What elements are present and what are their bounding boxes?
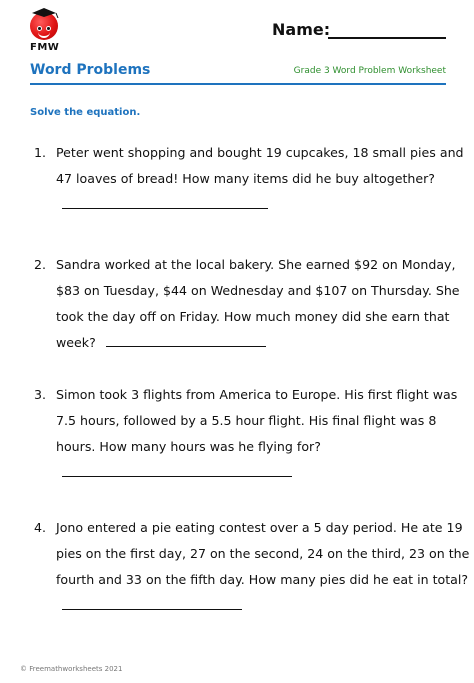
logo-text: FMW [30,42,60,53]
problem-text: Sandra worked at the local bakery. She earned $92 on Monday, $83 on Tuesday, $44 on Wednesday and $107 on Thursday. She took the day off on Friday. How much money did she earn that week? [56,257,460,350]
problem-text: Simon took 3 flights from America to Europe. His first flight was 7.5 hours, followed by a 5.5 hour flight. His final flight was 8 hours. How many hours was he flying for? [56,387,458,454]
name-field-line[interactable] [328,37,446,39]
problem-text-block [56,140,470,218]
answer-line[interactable] [62,195,268,209]
problem-text: Jono entered a pie eating contest over a 5 day period. He ate 19 pies on the first day, 27 on the second, 24 on the third, 23 on the fourth and 33 on the fifth day. How many pies did he eat in total? [56,520,470,587]
graduation-cap-icon [26,8,62,18]
title-divider [30,83,446,85]
problem-text-block [56,252,470,356]
problem-number: 2. [34,257,47,272]
logo-smile-icon [38,32,50,38]
copyright-footer: © Freemathworksheets 2021 [20,665,123,673]
problem-number: 3. [34,387,47,402]
logo-left-eye-icon [37,26,42,31]
worksheet-title: Word Problems [30,62,151,78]
name-label: Name: [272,20,331,39]
worksheet-subtitle: Grade 3 Word Problem Worksheet [293,66,446,76]
instructions: Solve the equation. [30,107,141,118]
problem-text: Peter went shopping and bought 19 cupcakes, 18 small pies and 47 loaves of bread! How many items did he buy altogether? [56,145,464,186]
answer-line[interactable] [62,463,292,477]
answer-line[interactable] [62,596,242,610]
problem-text-block [56,515,470,619]
problem-number: 4. [34,520,47,535]
problem-text-block [56,382,470,486]
problem-number: 1. [34,145,47,160]
logo-right-eye-icon [46,26,51,31]
answer-line[interactable] [106,333,266,347]
fmw-logo [26,8,66,54]
